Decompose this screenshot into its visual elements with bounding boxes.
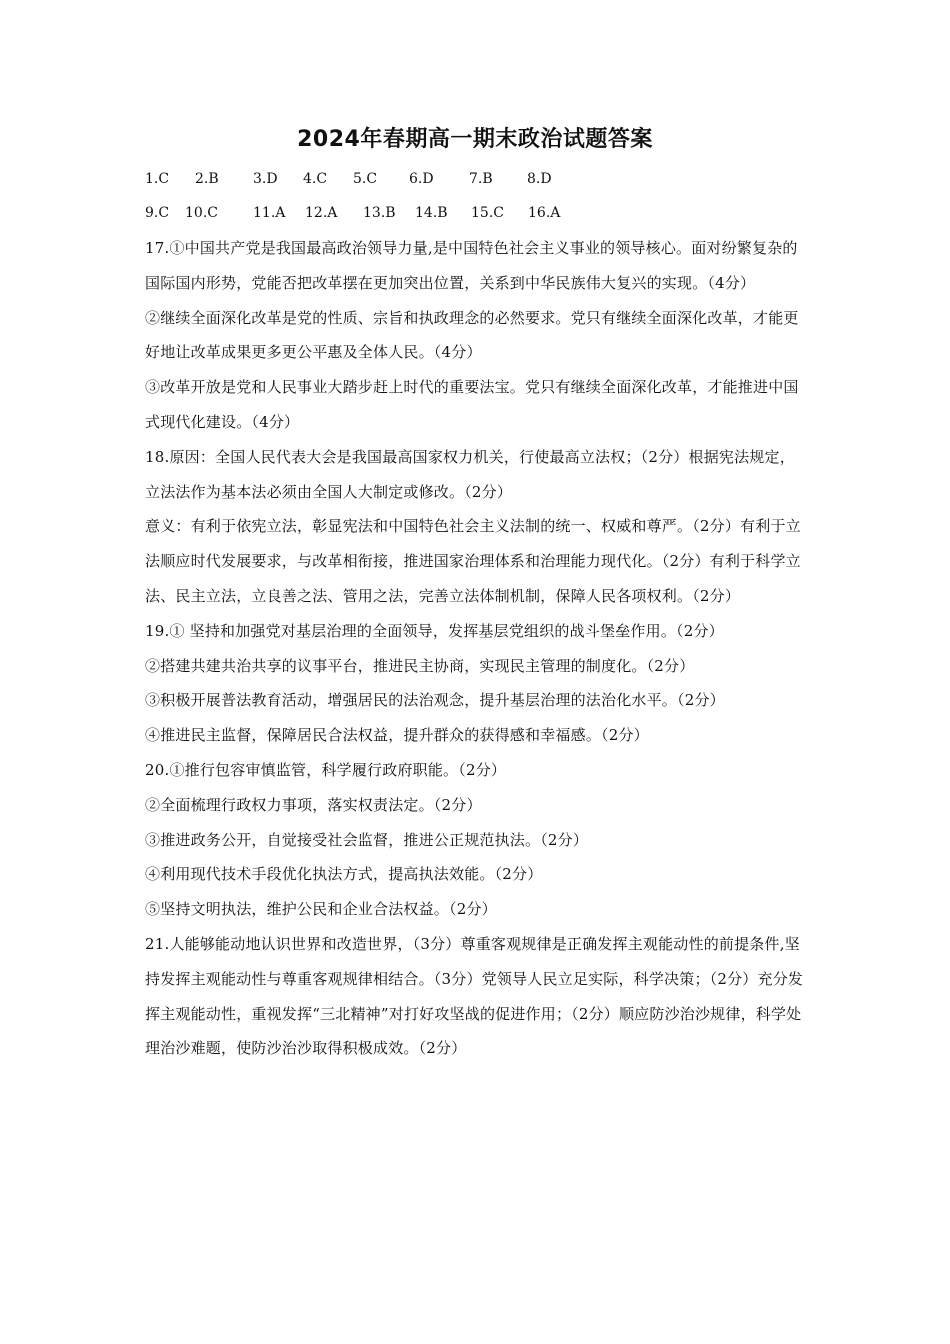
answer-17-point-1: 17.①中国共产党是我国最高政治领导力量,是中国特色社会主义事业的领导核心。面对纷繁复杂的国际国内形势，党能否把改革摆在更加突出位置，关系到中华民族伟大复兴的实现。（4分） <box>145 239 798 292</box>
answer-21: 21.人能够能动地认识世界和改造世界，（3分）尊重客观规律是正确发挥主观能动性的前提条件,坚持发挥主观能动性与尊重客观规律相结合。（3分）党领导人民立足实际，科学决策；（2分）充分发挥主观能动性，重视发挥“三北精神”对打好攻坚战的促进作用；（2分）顺应防沙治沙规律，科学处理治沙难题，使防沙治沙取得积极成效。（2分） <box>145 934 804 1058</box>
answer-19-point-4: ④推进民主监督，保障居民合法权益，提升群众的获得感和幸福感。（2分） <box>145 726 649 745</box>
choice-answer-3: 3.D <box>253 171 278 187</box>
answer-body <box>145 231 809 1066</box>
choice-answer-2: 2.B <box>195 171 219 187</box>
answer-20-point-1: 20.①推行包容审慎监管，科学履行政府职能。（2分） <box>145 760 507 779</box>
answer-18-reason: 18.原因：全国人民代表大会是我国最高国家权力机关，行使最高立法权；（2分）根据宪法规定，立法法作为基本法必须由全国人大制定或修改。（2分） <box>145 447 795 501</box>
choice-answer-6: 6.D <box>409 171 434 187</box>
choice-answer-5: 5.C <box>353 171 378 187</box>
answer-19-point-3: ③积极开展普法教育活动，增强居民的法治观念，提升基层治理的法治化水平。（2分） <box>145 691 725 710</box>
choice-answer-10: 10.C <box>185 205 218 221</box>
answer-20-point-5: ⑤坚持文明执法，维护公民和企业合法权益。（2分） <box>145 900 497 919</box>
answer-19-point-2: ②搭建共建共治共享的议事平台，推进民主协商，实现民主管理的制度化。（2分） <box>145 656 695 675</box>
choice-answer-4: 4.C <box>303 171 328 187</box>
answer-20-point-2: ②全面梳理行政权力事项，落实权责法定。（2分） <box>145 795 482 814</box>
choice-answer-13: 13.B <box>363 205 396 221</box>
answer-19-point-1: 19.① 坚持和加强党对基层治理的全面领导，发挥基层党组织的战斗堡垒作用。（2分） <box>145 621 724 640</box>
page-title: 2024年春期高一期末政治试题答案 <box>297 127 653 152</box>
choice-answer-9: 9.C <box>145 205 170 221</box>
choice-answer-12: 12.A <box>305 205 338 221</box>
choice-answer-14: 14.B <box>415 205 448 221</box>
choice-answer-16: 16.A <box>528 205 561 221</box>
choice-answer-15: 15.C <box>471 205 504 221</box>
answer-20-point-4: ④利用现代技术手段优化执法方式，提高执法效能。（2分） <box>145 865 543 884</box>
answer-20-point-3: ③推进政务公开，自觉接受社会监督，推进公正规范执法。（2分） <box>145 830 589 849</box>
choice-answer-7: 7.B <box>469 171 493 187</box>
choice-answer-8: 8.D <box>527 171 552 187</box>
answer-18-significance: 意义：有利于依宪立法，彰显宪法和中国特色社会主义法制的统一、权威和尊严。（2分）有利于立法顺应时代发展要求，与改革相衔接，推进国家治理体系和治理能力现代化。（2分）有利于科学立法、民主立法，立良善之法、管用之法，完善立法体制机制，保障人民各项权利。（2分） <box>145 517 801 605</box>
answer-17-point-3: ③改革开放是党和人民事业大踏步赶上时代的重要法宝。党只有继续全面深化改革，才能推进中国式现代化建设。（4分） <box>145 378 799 431</box>
choice-answer-1: 1.C <box>145 171 170 187</box>
answer-17-point-2: ②继续全面深化改革是党的性质、宗旨和执政理念的必然要求。党只有继续全面深化改革，才能更好地让改革成果更多更公平惠及全体人民。（4分） <box>145 308 799 362</box>
choice-answer-11: 11.A <box>253 205 286 221</box>
